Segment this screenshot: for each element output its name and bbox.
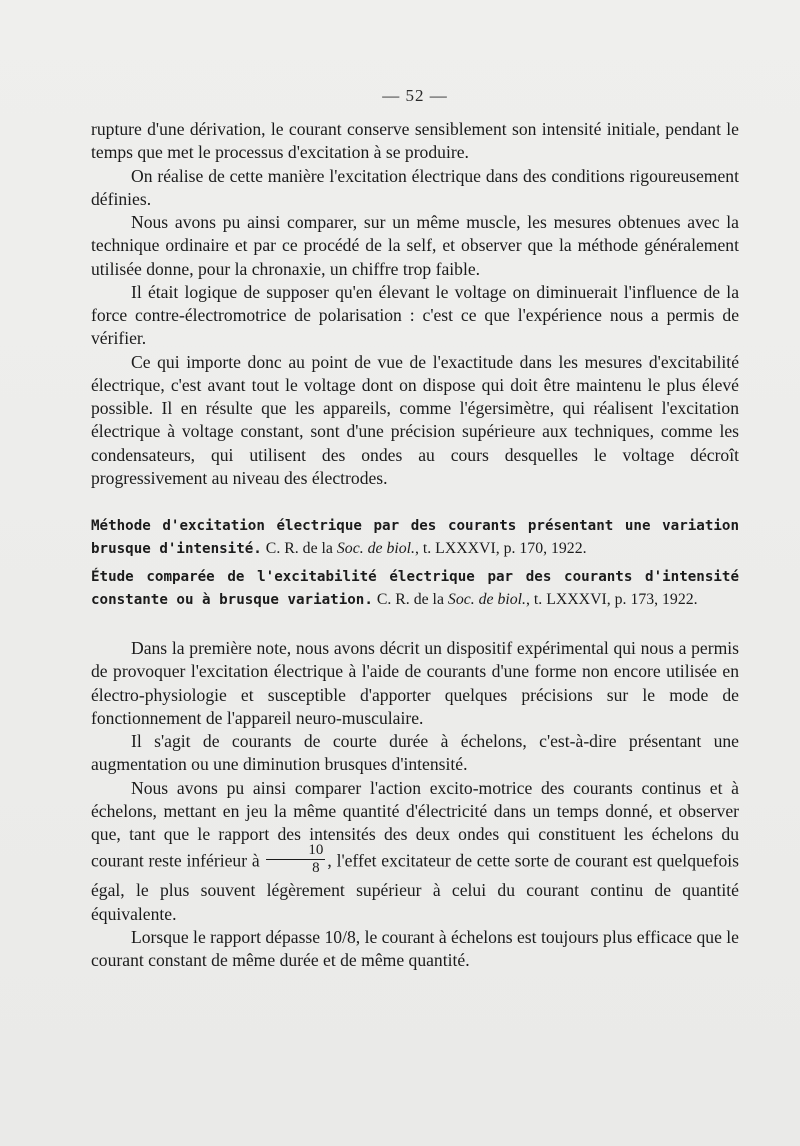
fraction bbox=[266, 843, 325, 876]
paragraph: On réalise de cette manière l'excitation électrique dans des conditions rigoureusement définies. bbox=[91, 165, 739, 209]
reference-source-prefix: C. R. de la bbox=[265, 539, 337, 557]
reference-title: Étude comparée de l'excitabilité électrique par des courants d'intensité constante ou à brusque variation. bbox=[91, 569, 739, 608]
paragraph: Dans la première note, nous avons décrit un dispositif expérimental qui nous a permis de provoquer l'excitation électrique à l'aide de courants d'une forme non encore utilisée en électro-physiologie et susceptible d'apporter quelques précisions sur le mode de fonctionnement de l'appareil neuro-musculaire. bbox=[91, 638, 739, 728]
paragraph-with-fraction bbox=[91, 777, 739, 926]
fraction-numerator: 10 bbox=[266, 843, 325, 860]
reference-source-suffix: , t. LXXXVI, p. 170, 1922. bbox=[414, 539, 587, 557]
paragraph-text: Nous avons pu ainsi comparer l'action excito-motrice des courants continus et à échelons, mettant en jeu la même quantité d'électricité dans un temps donné, et observer que, tant que le rapport des intensités des deux ondes qui constituent les échelons du courant reste inférieur à bbox=[91, 777, 739, 871]
paragraph: Lorsque le rapport dépasse 10/8, le courant à échelons est toujours plus efficace que le courant constant de même durée et de même quantité. bbox=[91, 926, 739, 970]
reference-journal: Soc. de biol. bbox=[336, 539, 415, 557]
paragraph: rupture d'une dérivation, le courant conserve sensiblement son intensité initiale, pendant le temps que met le processus d'excitation à se produire. bbox=[91, 119, 739, 163]
paragraph-text: , l'effet excitateur de cette sorte de courant est quelquefois égal, le plus souvent légèrement supérieur à celui du courant continu de quantité équivalente. bbox=[91, 850, 739, 924]
reference-source-suffix: , t. LXXXVI, p. 173, 1922. bbox=[526, 590, 698, 608]
spacer bbox=[91, 490, 739, 515]
paragraph: Ce qui importe donc au point de vue de l'exactitude dans les mesures d'excitabilité électrique, c'est avant tout le voltage dont on dispose qui doit être maintenu le plus élevé possible. Il en résulte que les appareils, comme l'égersimètre, qui réalisent l'excitation électrique à voltage constant, sont d'une précision supérieure aux techniques, comme les condensateurs, qui utilisent des ondes au cours desquelles le voltage décroît progressivement au niveau des électrodes. bbox=[91, 351, 739, 488]
reference-source bbox=[377, 591, 698, 608]
page-number: — 52 — bbox=[382, 86, 448, 105]
reference-source-prefix: C. R. de la bbox=[376, 590, 448, 608]
reference-entry bbox=[91, 566, 739, 611]
paragraph: Il s'agit de courants de courte durée à échelons, c'est-à-dire présentant une augmentation ou une diminution brusques d'intensité. bbox=[91, 731, 739, 775]
paragraph: Nous avons pu ainsi comparer, sur un même muscle, les mesures obtenues avec la technique ordinaire et par ce procédé de la self, et observer que la méthode généralement utilisée donne, pour la chronaxie, un chiffre trop faible. bbox=[91, 212, 739, 279]
paragraph: Il était logique de supposer qu'en élevant le voltage on diminuerait l'influence de la force contre-électromotrice de polarisation : c'est ce que l'expérience nous a permis de vérifier. bbox=[91, 281, 739, 349]
fraction-denominator: 8 bbox=[312, 860, 320, 877]
reference-source bbox=[266, 540, 587, 557]
spacer bbox=[91, 611, 739, 637]
reference-entry bbox=[91, 515, 739, 560]
page-content bbox=[91, 118, 739, 972]
reference-title: Méthode d'excitation électrique par des courants présentant une variation brusque d'intensité. bbox=[91, 518, 739, 557]
reference-journal: Soc. de biol. bbox=[447, 590, 527, 608]
